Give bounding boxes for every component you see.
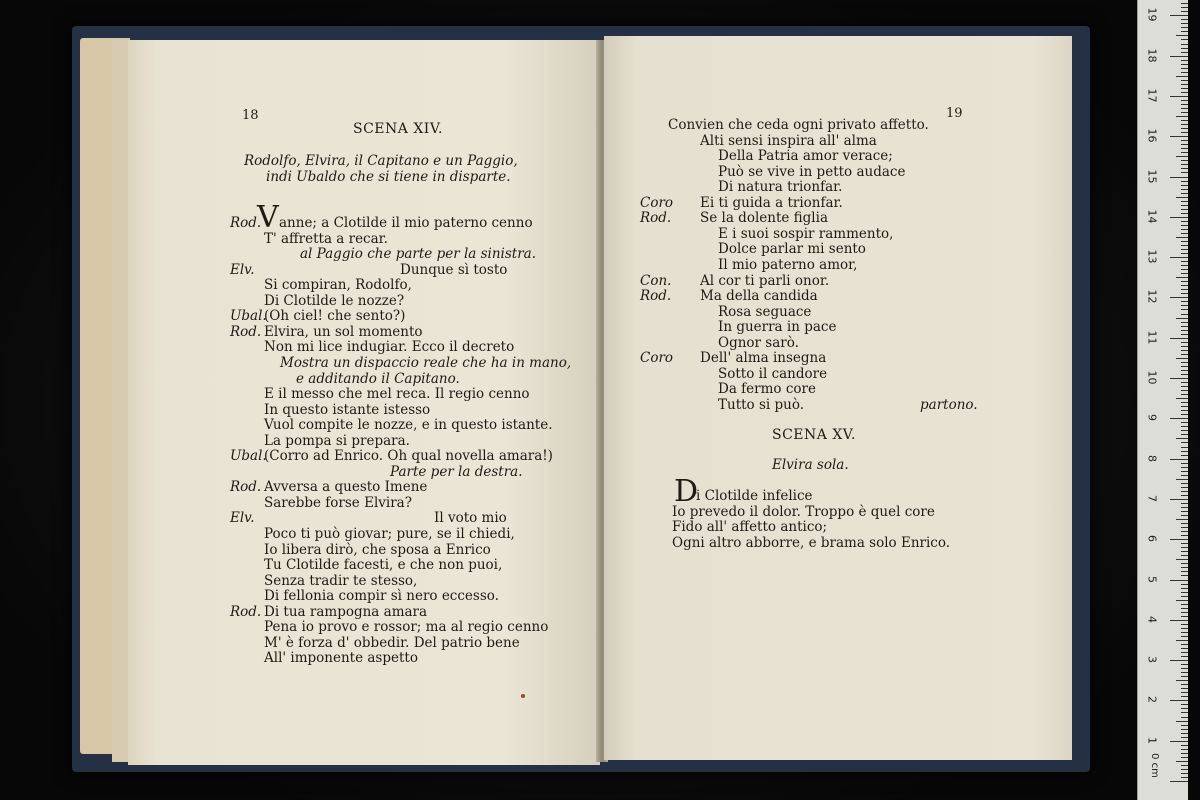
ruler-tick	[1181, 354, 1188, 355]
drop-cap: V	[257, 200, 279, 235]
ruler-tick	[1181, 648, 1188, 649]
ruler-tick	[1181, 575, 1188, 576]
ruler-tick	[1181, 463, 1188, 464]
verse-line: anne; a Clotilde il mio paterno cenno	[279, 215, 533, 231]
verse-line: Ma della candida	[700, 288, 818, 305]
ruler-tick	[1181, 362, 1188, 363]
ruler-tick	[1181, 39, 1188, 40]
ruler-tick	[1170, 741, 1188, 742]
prose-line: Fido all' affetto antico;	[672, 519, 828, 536]
ruler-tick	[1181, 213, 1188, 214]
verse-line: Dell' alma insegna	[700, 350, 827, 367]
speaker-label: Ubal.	[230, 448, 267, 465]
exit-direction: partono.	[920, 396, 978, 413]
ruler-tick	[1181, 322, 1188, 323]
ruler-tick	[1181, 172, 1188, 173]
ruler-tick	[1181, 483, 1188, 484]
ruler-tick	[1176, 559, 1188, 560]
ruler-tick	[1181, 704, 1188, 705]
ruler-tick	[1181, 507, 1188, 508]
ruler-tick	[1181, 52, 1188, 53]
ruler-tick	[1181, 370, 1188, 371]
ruler-tick	[1181, 656, 1188, 657]
ruler-tick	[1181, 757, 1188, 758]
verse-line: In questo istante istesso	[264, 401, 431, 418]
ruler-tick	[1181, 60, 1188, 61]
ruler-tick	[1181, 596, 1188, 597]
verse-line: Il mio paterno amor,	[718, 256, 858, 273]
ruler-tick	[1181, 664, 1188, 665]
ruler-tick	[1181, 447, 1188, 448]
verse-line: Avversa a questo Imene	[264, 479, 428, 496]
ruler-tick	[1181, 281, 1188, 282]
ruler-tick	[1170, 620, 1188, 621]
ruler-number: 9	[1145, 414, 1159, 422]
ruler-tick	[1181, 201, 1188, 202]
speaker-label: Elv.	[230, 510, 255, 527]
prose-line: Ogni altro abborre, e brama solo Enrico.	[672, 534, 951, 551]
ruler-tick	[1170, 338, 1188, 339]
ruler-tick	[1181, 221, 1188, 222]
ruler-tick	[1181, 676, 1188, 677]
ruler-tick	[1170, 378, 1188, 379]
right-scene-heading: SCENA XV.	[772, 427, 856, 443]
ruler-tick	[1170, 580, 1188, 581]
ruler-tick	[1181, 132, 1188, 133]
verse-line: Al cor ti parli onor.	[700, 272, 830, 289]
ruler-tick	[1181, 475, 1188, 476]
ruler-tick	[1181, 737, 1188, 738]
ruler-tick	[1181, 108, 1188, 109]
ruler-tick	[1181, 394, 1188, 395]
ruler-tick	[1181, 160, 1188, 161]
verse-line: Ei ti guida a trionfar.	[700, 194, 843, 211]
ruler-tick	[1181, 555, 1188, 556]
ruler-number: 19	[1145, 7, 1159, 22]
ruler-tick	[1176, 358, 1188, 359]
ruler-tick	[1181, 19, 1188, 20]
verse-line: Ognor sarò.	[718, 334, 799, 351]
ruler-tick	[1181, 422, 1188, 423]
verse-line: Da fermo core	[718, 381, 816, 398]
ruler-tick	[1181, 68, 1188, 69]
ruler-tick	[1181, 72, 1188, 73]
ruler-tick	[1181, 769, 1188, 770]
ruler-tick	[1181, 567, 1188, 568]
verse-line: Il voto mio	[434, 510, 507, 527]
ruler-tick	[1181, 185, 1188, 186]
ruler-tick	[1181, 314, 1188, 315]
verse-line: (Corro ad Enrico. Oh qual novella amara!)	[264, 448, 553, 465]
ruler-tick	[1181, 366, 1188, 367]
ruler-tick	[1181, 229, 1188, 230]
ruler-number: 13	[1145, 249, 1159, 264]
verse-line: M' è forza d' obbedir. Del patrio bene	[264, 634, 520, 651]
ruler-tick	[1181, 128, 1188, 129]
ruler-number: 5	[1145, 575, 1159, 583]
verse-line: Sotto il candore	[718, 365, 828, 382]
ruler-tick	[1181, 305, 1188, 306]
ruler-tick	[1181, 233, 1188, 234]
ruler-tick	[1181, 608, 1188, 609]
ruler-tick	[1181, 632, 1188, 633]
ruler-number: 16	[1145, 128, 1159, 143]
speaker-label: Coro	[640, 350, 674, 367]
verse-line: Non mi lice indugiar. Ecco il decreto	[264, 339, 515, 356]
prose-line: i Clotilde infelice	[696, 488, 813, 504]
speaker-label: Rod.	[230, 323, 262, 340]
ruler-tick	[1181, 27, 1188, 28]
ruler-tick	[1181, 717, 1188, 718]
ruler-tick	[1170, 418, 1188, 419]
ruler-tick	[1181, 729, 1188, 730]
ruler-tick	[1181, 515, 1188, 516]
verse-line: Pena io provo e rossor; ma al regio cenno	[264, 619, 549, 636]
ruler-tick	[1181, 261, 1188, 262]
speaker-label: Rod.	[230, 479, 262, 496]
ruler-tick	[1181, 527, 1188, 528]
ruler-tick	[1170, 660, 1188, 661]
ink-spot	[521, 694, 525, 698]
ruler-tick	[1181, 80, 1188, 81]
ruler-number: 8	[1145, 454, 1159, 462]
ruler-tick	[1176, 600, 1188, 601]
verse-line: Io libera dirò, che sposa a Enrico	[264, 541, 491, 558]
stage-direction: Parte per la destra.	[390, 463, 523, 480]
ruler-tick	[1176, 156, 1188, 157]
ruler-tick	[1181, 285, 1188, 286]
ruler-number: 17	[1145, 88, 1159, 103]
ruler-tick	[1176, 76, 1188, 77]
ruler-tick	[1181, 551, 1188, 552]
ruler-tick	[1181, 612, 1188, 613]
ruler-tick	[1181, 31, 1188, 32]
ruler-tick	[1181, 7, 1188, 8]
ruler-tick	[1181, 491, 1188, 492]
ruler-tick	[1181, 293, 1188, 294]
ruler-tick	[1181, 471, 1188, 472]
verse-line: Rosa seguace	[718, 303, 812, 320]
ruler-tick	[1170, 700, 1188, 701]
ruler-tick	[1181, 168, 1188, 169]
ruler-tick	[1181, 334, 1188, 335]
stage-direction: Mostra un dispaccio reale che ha in mano,	[280, 354, 572, 371]
ruler-tick	[1181, 140, 1188, 141]
verse-line: E i suoi sospir rammento,	[718, 225, 894, 242]
verse-line: In guerra in pace	[718, 319, 837, 336]
ruler-tick	[1181, 406, 1188, 407]
ruler-tick	[1181, 652, 1188, 653]
speaker-label: Con.	[640, 272, 672, 289]
ruler-tick	[1181, 350, 1188, 351]
ruler-tick	[1181, 23, 1188, 24]
ruler-tick	[1176, 237, 1188, 238]
ruler-tick	[1181, 330, 1188, 331]
ruler-tick	[1176, 277, 1188, 278]
ruler-tick	[1181, 48, 1188, 49]
ruler-tick	[1170, 15, 1188, 16]
ruler-tick	[1181, 426, 1188, 427]
ruler-tick	[1181, 745, 1188, 746]
ruler-tick	[1181, 495, 1188, 496]
verse-line: Tutto si può.	[718, 396, 805, 413]
ruler-tick	[1181, 84, 1188, 85]
ruler-tick	[1181, 430, 1188, 431]
ruler-tick	[1181, 181, 1188, 182]
ruler-tick	[1181, 249, 1188, 250]
ruler-tick	[1170, 217, 1188, 218]
ruler-tick	[1181, 684, 1188, 685]
ruler-tick	[1181, 100, 1188, 101]
ruler-tick	[1181, 241, 1188, 242]
ruler-tick	[1176, 680, 1188, 681]
ruler-tick	[1181, 245, 1188, 246]
ruler-tick	[1181, 455, 1188, 456]
ruler-tick	[1176, 761, 1188, 762]
right-page-number: 19	[946, 106, 963, 121]
speaker-label: Coro	[640, 194, 674, 211]
ruler-tick	[1176, 398, 1188, 399]
ruler-tick	[1181, 434, 1188, 435]
ruler-tick	[1181, 523, 1188, 524]
speaker-label: Elv.	[230, 261, 255, 278]
ruler-tick	[1181, 644, 1188, 645]
verse-line: La pompa si prepara.	[264, 432, 410, 449]
ruler-tick	[1181, 124, 1188, 125]
ruler-tick	[1181, 374, 1188, 375]
ruler-tick	[1181, 467, 1188, 468]
ruler-tick	[1181, 144, 1188, 145]
left-page-number: 18	[242, 108, 259, 123]
ruler-number: 7	[1145, 494, 1159, 502]
ruler-tick	[1181, 209, 1188, 210]
ruler-tick	[1181, 765, 1188, 766]
ruler-tick	[1181, 688, 1188, 689]
ruler-unit-label: 0 cm	[1148, 753, 1160, 778]
verse-line: Elvira, un sol momento	[264, 323, 423, 340]
ruler-tick	[1181, 11, 1188, 12]
ruler-tick	[1181, 624, 1188, 625]
ruler-tick	[1181, 104, 1188, 105]
ruler-tick	[1181, 289, 1188, 290]
ruler-tick	[1181, 487, 1188, 488]
ruler-tick	[1181, 773, 1188, 774]
ruler-tick	[1181, 326, 1188, 327]
ruler-tick	[1181, 503, 1188, 504]
ruler-number: 3	[1145, 656, 1159, 664]
ruler-tick	[1181, 547, 1188, 548]
speaker-label: Rod.	[640, 210, 672, 227]
ruler-tick	[1176, 116, 1188, 117]
ruler-number: 4	[1145, 615, 1159, 623]
ruler-tick	[1170, 96, 1188, 97]
ruler-tick	[1170, 56, 1188, 57]
verse-line: E il messo che mel reca. Il regio cenno	[264, 386, 530, 403]
ruler-tick	[1181, 253, 1188, 254]
prose-line: Io prevedo il dolor. Troppo è quel core	[672, 503, 935, 520]
ruler-number: 2	[1145, 696, 1159, 704]
ruler-tick	[1176, 519, 1188, 520]
ruler-tick	[1181, 390, 1188, 391]
ruler-tick	[1170, 297, 1188, 298]
left-page	[128, 40, 600, 765]
ruler-number: 15	[1145, 169, 1159, 183]
ruler-tick	[1170, 257, 1188, 258]
verse-line: Dunque sì tosto	[400, 261, 508, 278]
verse-line: Si compiran, Rodolfo,	[264, 277, 412, 294]
verse-line: Di Clotilde le nozze?	[264, 292, 405, 309]
ruler-tick	[1181, 265, 1188, 266]
ruler-number: 1	[1145, 736, 1159, 744]
ruler-tick	[1181, 112, 1188, 113]
ruler-tick	[1181, 604, 1188, 605]
ruler-tick	[1181, 205, 1188, 206]
ruler-tick	[1181, 708, 1188, 709]
ruler-tick	[1181, 3, 1188, 4]
verse-line: Sarebbe forse Elvira?	[264, 494, 412, 511]
ruler-tick	[1181, 309, 1188, 310]
ruler-tick	[1181, 563, 1188, 564]
ruler-tick	[1176, 197, 1188, 198]
ruler-number: 6	[1145, 535, 1159, 543]
ruler-tick	[1181, 346, 1188, 347]
ruler-tick	[1181, 712, 1188, 713]
right-page	[604, 36, 1072, 760]
ruler-tick	[1181, 668, 1188, 669]
speaker-label: Rod.	[230, 215, 262, 231]
ruler-tick	[1181, 749, 1188, 750]
stage-direction: e additando il Capitano.	[296, 370, 460, 387]
stage-direction: al Paggio che parte per la sinistra.	[300, 246, 537, 263]
ruler-tick	[1181, 672, 1188, 673]
ruler-tick	[1181, 225, 1188, 226]
verse-line: Poco ti può giovar; pure, se il chiedi,	[264, 526, 515, 542]
verse-line: Di tua rampogna amara	[264, 603, 428, 620]
ruler-tick	[1181, 733, 1188, 734]
speaker-label: Rod.	[230, 603, 262, 620]
ruler-tick	[1181, 273, 1188, 274]
ruler-tick	[1181, 269, 1188, 270]
ruler-tick	[1181, 152, 1188, 153]
ruler-tick	[1181, 44, 1188, 45]
verse-line: T' affretta a recar.	[264, 230, 388, 247]
measuring-ruler	[1137, 0, 1188, 800]
ruler-tick	[1181, 382, 1188, 383]
verse-line: Di natura trionfar.	[718, 179, 843, 196]
ruler-number: 14	[1145, 209, 1159, 224]
verse-line: Alti sensi inspira all' alma	[700, 132, 877, 149]
ruler-tick	[1181, 64, 1188, 65]
ruler-tick	[1181, 692, 1188, 693]
ruler-number: 18	[1145, 48, 1159, 63]
ruler-tick	[1181, 777, 1188, 778]
verse-line: Può se vive in petto audace	[718, 163, 906, 180]
ruler-tick	[1181, 120, 1188, 121]
ruler-number: 12	[1145, 289, 1159, 304]
right-scene-subtitle: Elvira sola.	[772, 457, 849, 473]
ruler-tick	[1170, 459, 1188, 460]
ruler-tick	[1170, 136, 1188, 137]
ruler-tick	[1181, 535, 1188, 536]
ruler-tick	[1181, 189, 1188, 190]
ruler-tick	[1181, 442, 1188, 443]
verse-line: Della Patria amor verace;	[718, 148, 893, 165]
ruler-tick	[1181, 571, 1188, 572]
ruler-tick	[1181, 753, 1188, 754]
ruler-number: 11	[1145, 330, 1159, 345]
verse-line: Vuol compite le nozze, e in questo istante.	[264, 417, 553, 434]
ruler-tick	[1176, 721, 1188, 722]
ruler-tick	[1176, 438, 1188, 439]
ruler-tick	[1181, 92, 1188, 93]
ruler-tick	[1181, 696, 1188, 697]
ruler-tick	[1181, 584, 1188, 585]
ruler-tick	[1181, 451, 1188, 452]
ruler-tick	[1181, 193, 1188, 194]
ruler-tick	[1181, 725, 1188, 726]
ruler-tick	[1181, 148, 1188, 149]
verse-line: Di fellonia compir sì nero eccesso.	[264, 588, 499, 605]
verse-line: (Oh ciel! che sento?)	[264, 308, 406, 325]
ruler-tick	[1181, 164, 1188, 165]
ruler-tick	[1181, 511, 1188, 512]
ruler-tick	[1181, 543, 1188, 544]
ruler-tick	[1181, 386, 1188, 387]
ruler-tick	[1181, 588, 1188, 589]
verse-line: Dolce parlar mi sento	[718, 241, 866, 258]
left-scene-subtitle-2: indi Ubaldo che si tiene in disparte.	[266, 169, 511, 185]
ruler-tick	[1176, 479, 1188, 480]
speaker-label: Rod.	[640, 288, 672, 305]
ruler-tick	[1176, 318, 1188, 319]
ruler-tick	[1181, 88, 1188, 89]
ruler-tick	[1181, 402, 1188, 403]
ruler-tick	[1170, 781, 1188, 782]
verse-line: Se la dolente figlia	[700, 210, 828, 227]
verse-line: All' imponente aspetto	[264, 650, 418, 667]
ruler-tick	[1181, 531, 1188, 532]
ruler-tick	[1170, 177, 1188, 178]
left-scene-subtitle-1: Rodolfo, Elvira, il Capitano e un Paggio,	[244, 153, 518, 169]
ruler-tick	[1181, 636, 1188, 637]
ruler-tick	[1181, 616, 1188, 617]
left-scene-heading: SCENA XIV.	[353, 121, 443, 137]
ruler-tick	[1170, 499, 1188, 500]
ruler-tick	[1176, 35, 1188, 36]
verse-line: Convien che ceda ogni privato affetto.	[668, 117, 929, 133]
speaker-label: Ubal.	[230, 308, 267, 325]
right-drop-cap: D	[674, 474, 699, 509]
ruler-tick	[1181, 301, 1188, 302]
ruler-tick	[1181, 342, 1188, 343]
ruler-tick	[1170, 539, 1188, 540]
ruler-tick	[1181, 410, 1188, 411]
verse-line: Senza tradir te stesso,	[264, 572, 418, 589]
ruler-tick	[1181, 414, 1188, 415]
ruler-tick	[1176, 640, 1188, 641]
ruler-tick	[1181, 592, 1188, 593]
verse-line: Tu Clotilde facesti, e che non puoi,	[264, 557, 503, 574]
ruler-tick	[1181, 628, 1188, 629]
ruler-number: 10	[1145, 370, 1159, 385]
